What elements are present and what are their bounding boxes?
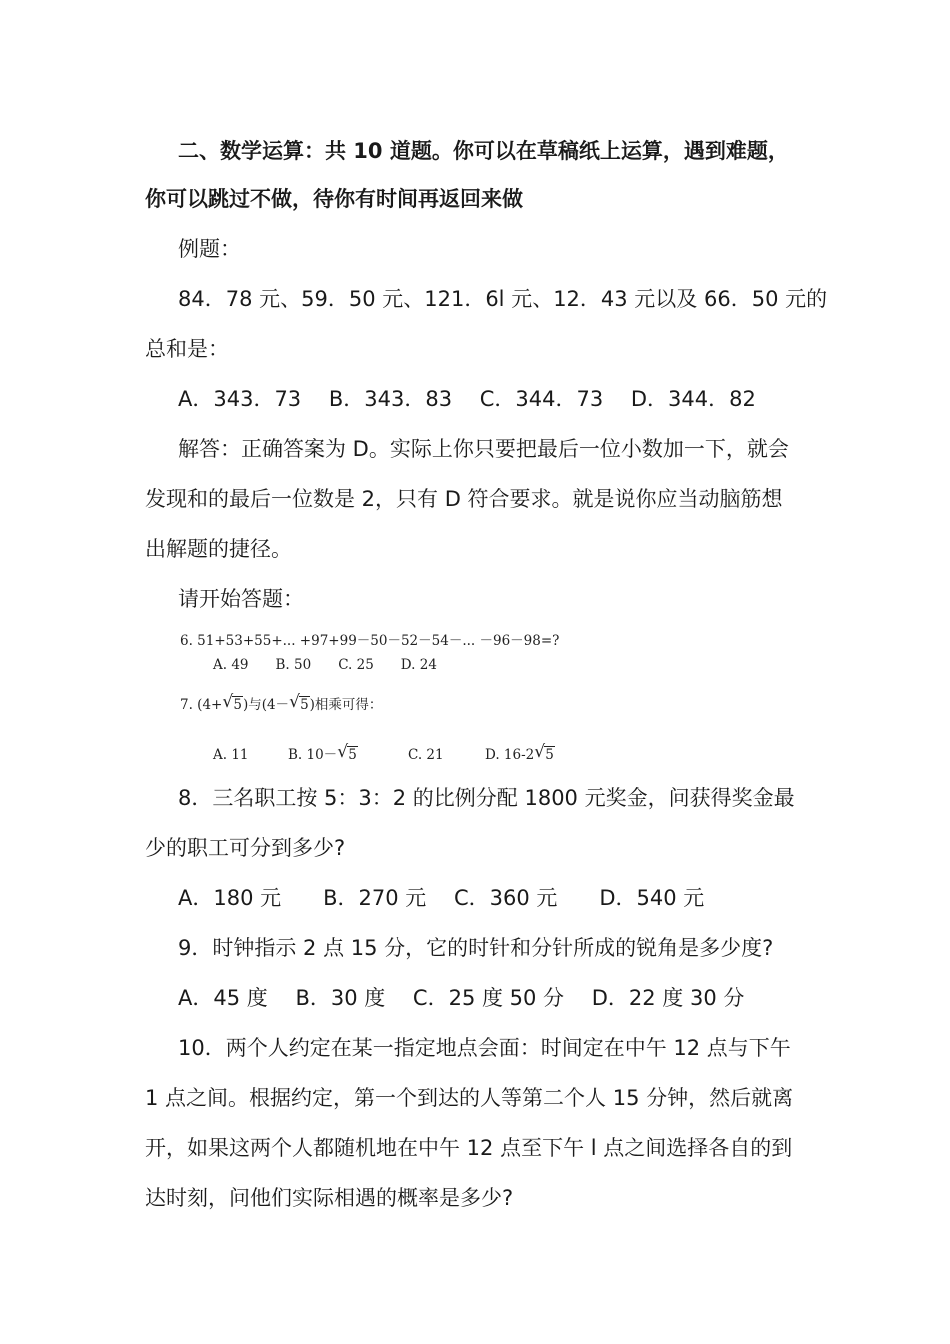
q7-question <box>180 692 383 715</box>
example-question-line-1: 84．78 元、59．50 元、121．6l 元、12．43 元以及 66．50 元的 <box>178 287 828 311</box>
q7-option-b <box>288 742 358 765</box>
q7-option-b-prefix: B. 10－ <box>288 747 338 763</box>
q7-option-a: A. 11 <box>213 747 249 763</box>
q7-option-d <box>485 742 555 765</box>
q10-line-3: 开，如果这两个人都随机地在中午 12 点至下午 l 点之间选择各自的到 <box>145 1136 793 1160</box>
example-options: A．343．73 B．343．83 C．344．73 D．344．82 <box>178 387 756 411</box>
q7-option-d-radicand: 5 <box>545 747 554 763</box>
example-answer-line-2: 发现和的最后一位数是 2，只有 D 符合要求。就是说你应当动脑筋想 <box>145 487 783 511</box>
q7-option-b-radicand: 5 <box>348 747 357 763</box>
q7-option-c: C. 21 <box>408 747 444 763</box>
sqrt-icon: √ <box>222 692 234 712</box>
example-question-line-2: 总和是： <box>145 337 229 361</box>
q7-suffix: )相乘可得： <box>309 697 383 713</box>
example-answer-line-3: 出解题的捷径。 <box>145 537 292 561</box>
q7-radicand-2: 5 <box>300 697 309 713</box>
q6-question: 6. 51+53+55+... +97+99－50－52－54－... －96－98=? <box>180 633 560 649</box>
q7-prefix: 7. (4+ <box>180 697 223 713</box>
q7-sqrt-2 <box>289 692 310 715</box>
example-answer-line-1: 解答：正确答案为 D。实际上你只要把最后一位小数加一下，就会 <box>178 437 789 461</box>
q8-options: A．180 元 B．270 元 C．360 元 D．540 元 <box>178 886 705 910</box>
q10-line-1: 10．两个人约定在某一指定地点会面：时间定在中午 12 点与下午 <box>178 1036 791 1060</box>
q9-question: 9．时钟指示 2 点 15 分，它的时针和分针所成的锐角是多少度? <box>178 936 774 960</box>
sqrt-icon: √ <box>337 742 349 762</box>
start-label: 请开始答题： <box>178 587 304 611</box>
sqrt-icon: √ <box>289 692 300 712</box>
q7-option-d-sqrt <box>534 742 555 765</box>
section-title-line-1: 二、数学运算：共 10 道题。你可以在草稿纸上运算，遇到难题， <box>178 139 789 163</box>
q7-option-d-prefix: D. 16-2 <box>485 747 535 763</box>
q7-radicand-1: 5 <box>233 697 242 713</box>
example-label: 例题： <box>178 237 241 261</box>
q10-line-2: 1 点之间。根据约定，第一个到达的人等第二个人 15 分钟，然后就离 <box>145 1086 794 1110</box>
q8-line-1: 8．三名职工按 5：3：2 的比例分配 1800 元奖金，问获得奖金最 <box>178 786 795 810</box>
q10-line-4: 达时刻，问他们实际相遇的概率是多少? <box>145 1186 514 1210</box>
section-title-line-2: 你可以跳过不做，待你有时间再返回来做 <box>145 187 523 211</box>
q7-middle: )与(4－ <box>242 697 290 713</box>
q8-line-2: 少的职工可分到多少? <box>145 836 346 860</box>
q7-option-b-sqrt <box>337 742 358 765</box>
q6-options: A. 49 B. 50 C. 25 D. 24 <box>213 657 437 673</box>
q9-options: A．45 度 B．30 度 C．25 度 50 分 D．22 度 30 分 <box>178 986 745 1010</box>
sqrt-icon: √ <box>534 742 546 762</box>
q7-sqrt-1 <box>222 692 243 715</box>
